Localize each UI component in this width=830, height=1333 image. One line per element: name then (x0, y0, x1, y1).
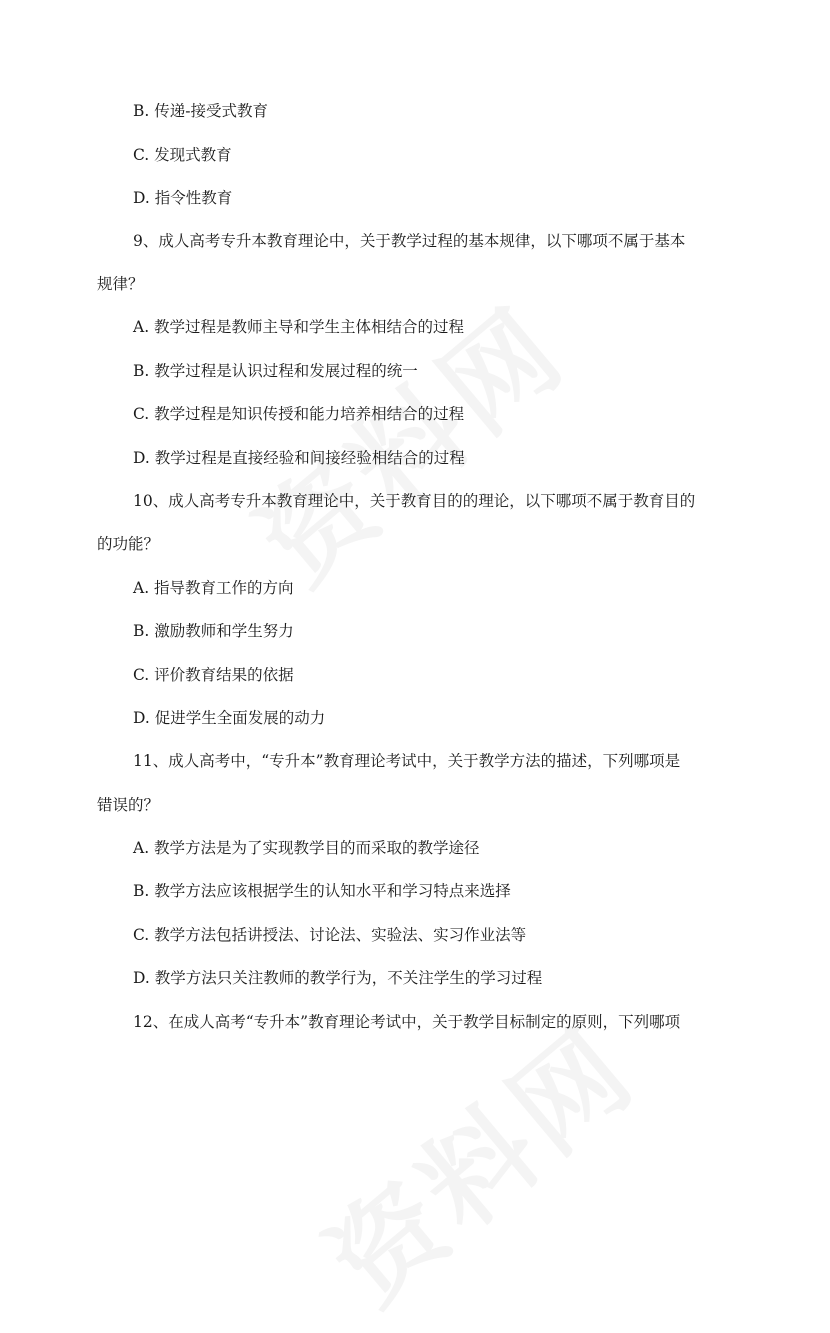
watermark (291, 985, 664, 1333)
question-9: 9、成人高考专升本教育理论中，关于教学过程的基本规律，以下哪项不属于基本 (133, 232, 686, 250)
option-b-q10: B. 激励教师和学生努力 (133, 622, 294, 640)
option-c-q8: C. 发现式教育 (133, 146, 232, 164)
option-b-q11: B. 教学方法应该根据学生的认知水平和学习特点来选择 (133, 882, 511, 900)
question-12: 12、在成人高考“专升本”教育理论考试中，关于教学目标制定的原则，下列哪项 (133, 1013, 681, 1031)
question-9-continued: 规律？ (97, 275, 144, 293)
option-c-q10: C. 评价教育结果的依据 (133, 666, 294, 684)
option-d-q9: D. 教学过程是直接经验和间接经验相结合的过程 (133, 449, 465, 467)
question-10-continued: 的功能？ (97, 535, 160, 553)
option-c-q11: C. 教学方法包括讲授法、讨论法、实验法、实习作业法等 (133, 926, 527, 944)
question-11-continued: 错误的？ (97, 796, 160, 814)
option-d-q10: D. 促进学生全面发展的动力 (133, 709, 326, 727)
option-b-q8: B. 传递-接受式教育 (133, 102, 268, 120)
question-10: 10、成人高考专升本教育理论中，关于教育目的的理论，以下哪项不属于教育目的 (133, 492, 696, 510)
option-d-q11: D. 教学方法只关注教师的教学行为，不关注学生的学习过程 (133, 969, 543, 987)
option-a-q10: A. 指导教育工作的方向 (133, 579, 294, 597)
option-a-q9: A. 教学过程是教师主导和学生主体相结合的过程 (133, 318, 465, 336)
option-c-q9: C. 教学过程是知识传授和能力培养相结合的过程 (133, 405, 465, 423)
option-d-q8: D. 指令性教育 (133, 189, 233, 207)
option-b-q9: B. 教学过程是认识过程和发展过程的统一 (133, 362, 418, 380)
question-11: 11、成人高考中，“专升本”教育理论考试中，关于教学方法的描述，下列哪项是 (133, 752, 681, 770)
option-a-q11: A. 教学方法是为了实现教学目的而采取的教学途径 (133, 839, 480, 857)
